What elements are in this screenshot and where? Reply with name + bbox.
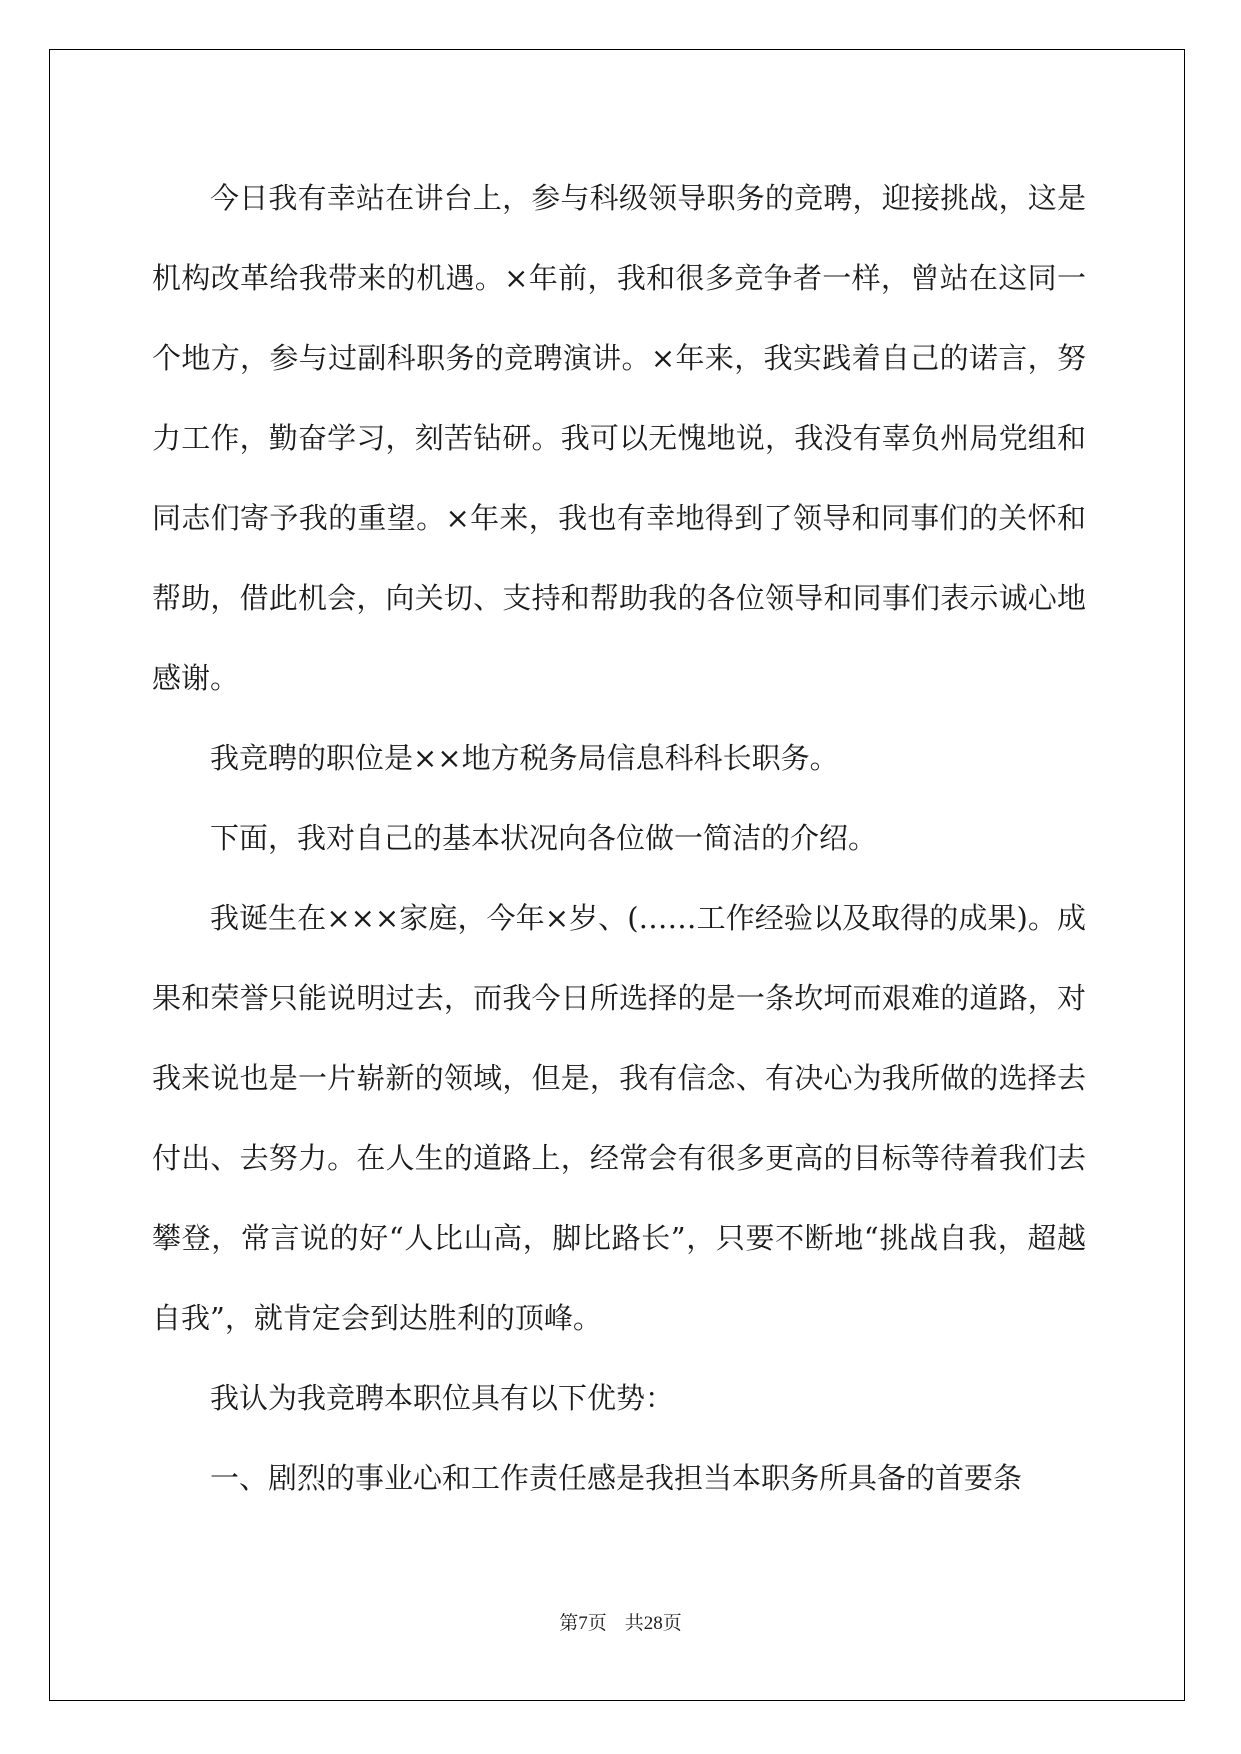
paragraph-5: 我认为我竞聘本职位具有以下优势： [210,1381,675,1415]
document-body [152,158,1086,1518]
paragraph-2: 我竞聘的职位是××地方税务局信息科科长职务。 [210,741,839,775]
page-total: 共28页 [624,1613,682,1634]
paragraph-4: 我诞生在×××家庭，今年×岁、(……工作经验以及取得的成果)。成果和荣誉只能说明过去，而我今日所选择的是一条坎坷而艰难的道路，对我来说也是一片崭新的领域，但是，我有信念、有决心为我所做的选择去付出、去努力。在人生的道路上，经常会有很多更高的目标等待着我们去攀登，常言说的好“人比山高，脚比路长”，只要不断地“挑战自我，超越自我”，就肯定会到达胜利的顶峰。 [152,901,1086,1335]
paragraph-3: 下面，我对自己的基本状况向各位做一简洁的介绍。 [210,821,878,855]
page-footer [0,1612,1241,1636]
page-number: 第7页 [559,1613,607,1634]
paragraph-1: 今日我有幸站在讲台上，参与科级领导职务的竞聘，迎接挑战，这是机构改革给我带来的机遇。×年前，我和很多竞争者一样，曾站在这同一个地方，参与过副科职务的竞聘演讲。×年来，我实践着自己的诺言，努力工作，勤奋学习，刻苦钻研。我可以无愧地说，我没有辜负州局党组和同志们寄予我的重望。×年来，我也有幸地得到了领导和同事们的关怀和帮助，借此机会，向关切、支持和帮助我的各位领导和同事们表示诚心地感谢。 [152,181,1086,695]
paragraph-6: 一、剧烈的事业心和工作责任感是我担当本职务所具备的首要条 [210,1461,1023,1495]
